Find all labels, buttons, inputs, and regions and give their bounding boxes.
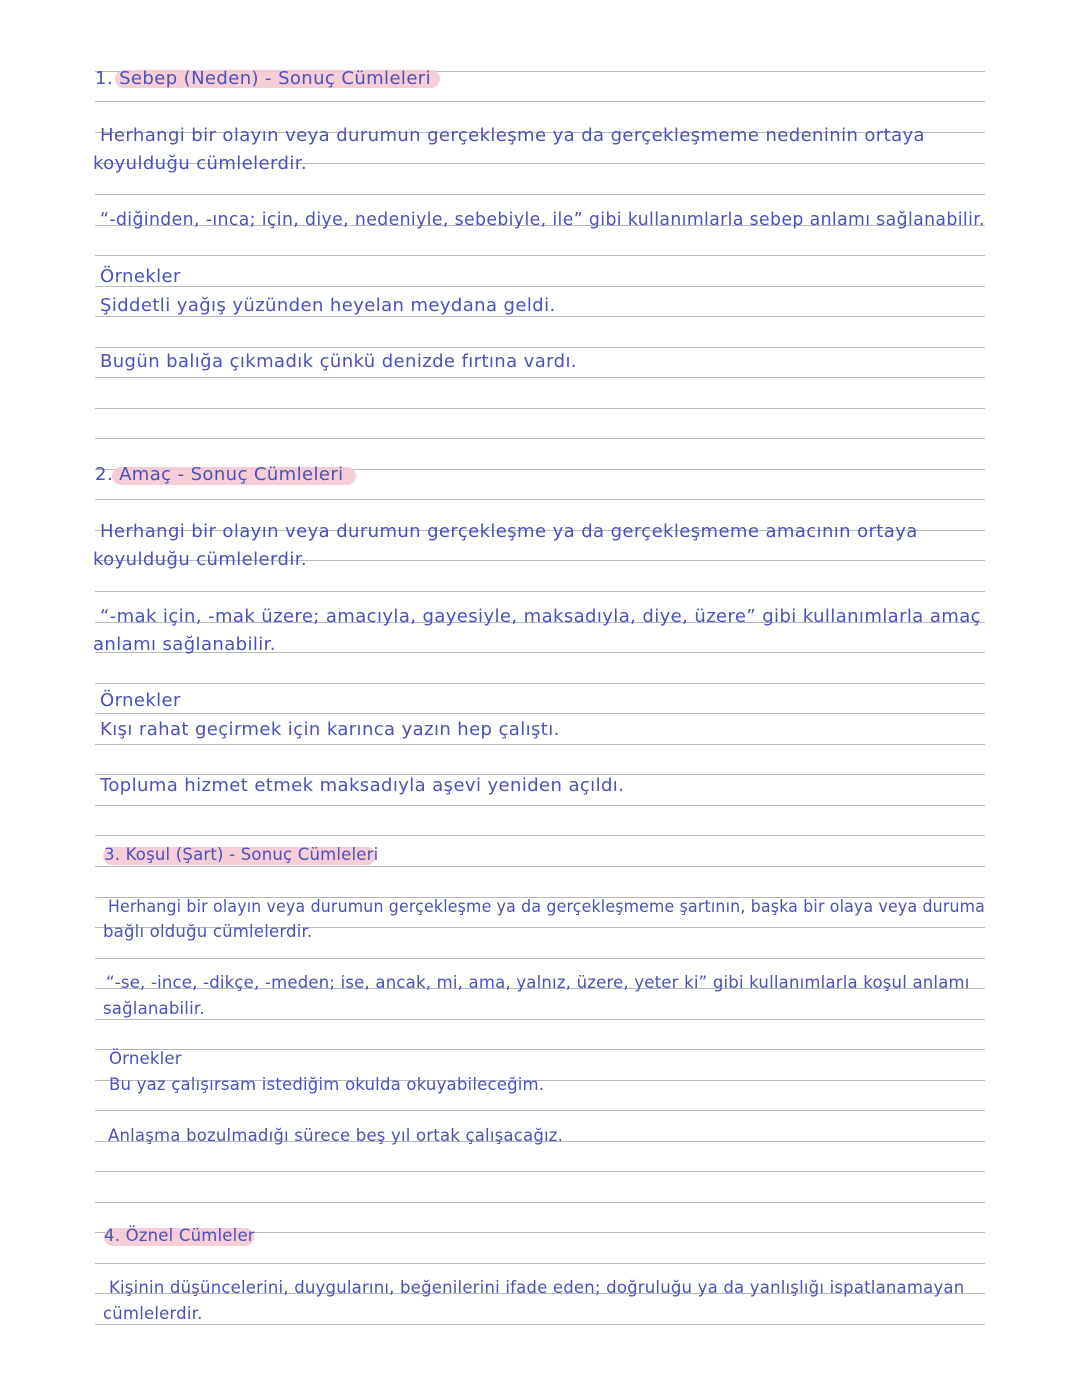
section-1-definition-line-1: Herhangi bir olayın veya durumun gerçekleşme ya da gerçekleşmeme nedeninin ortaya (100, 125, 925, 146)
ruled-line (95, 1171, 985, 1172)
section-4-definition-line-1: Kişinin düşüncelerini, duygularını, beğenilerini ifade eden; doğruluğu ya da yanlışlığı ispatlanamayan (109, 1278, 965, 1297)
section-1-examples-label: Örnekler (100, 266, 181, 287)
ruled-line (95, 1110, 985, 1111)
ruled-line (95, 805, 985, 806)
ruled-line (95, 255, 985, 256)
section-1-heading: 1. Sebep (Neden) - Sonuç Cümleleri (95, 68, 432, 89)
ruled-line (95, 101, 985, 102)
section-2-example-2: Topluma hizmet etmek maksadıyla aşevi yeniden açıldı. (100, 775, 625, 796)
ruled-line (95, 1019, 985, 1020)
ruled-line (95, 438, 985, 439)
ruled-line (95, 1324, 985, 1325)
section-2-heading: 2. Amaç - Sonuç Cümleleri (95, 464, 344, 485)
ruled-line (95, 1263, 985, 1264)
section-2-examples-label: Örnekler (100, 690, 181, 711)
ruled-line (95, 713, 985, 714)
ruled-line (95, 1202, 985, 1203)
ruled-line (95, 683, 985, 684)
section-1-example-1: Şiddetli yağış yüzünden heyelan meydana geldi. (100, 295, 556, 316)
ruled-line (95, 286, 985, 287)
section-2-definition-line-1: Herhangi bir olayın veya durumun gerçekleşme ya da gerçekleşmeme amacının ortaya (100, 521, 918, 542)
section-1-definition-line-2: koyulduğu cümlelerdir. (93, 153, 308, 174)
ruled-line (95, 408, 985, 409)
section-1-example-2: Bugün balığa çıkmadık çünkü denizde fırtına vardı. (100, 351, 577, 372)
section-4-heading: 4. Öznel Cümleler (104, 1226, 255, 1245)
ruled-line (95, 958, 985, 959)
section-2-definition-line-2: koyulduğu cümlelerdir. (93, 549, 308, 570)
section-3-usage-line-1: “-se, -ince, -dikçe, -meden; ise, ancak, mi, ama, yalnız, üzere, yeter ki” gibi kullanımlarla koşul anlamı (106, 973, 970, 992)
section-2-example-1: Kışı rahat geçirmek için karınca yazın hep çalıştı. (100, 719, 560, 740)
section-2-usage-line-1: “-mak için, -mak üzere; amacıyla, gayesiyle, maksadıyla, diye, üzere” gibi kullanımlarla amaç (100, 606, 981, 627)
ruled-line (95, 591, 985, 592)
section-3-examples-label: Örnekler (109, 1049, 182, 1068)
ruled-line (95, 744, 985, 745)
section-3-definition-line-1: Herhangi bir olayın veya durumun gerçekleşme ya da gerçekleşmeme şartının, başka bir olaya veya duruma (108, 897, 986, 916)
section-3-example-2: Anlaşma bozulmadığı sürece beş yıl ortak çalışacağız. (108, 1126, 564, 1145)
ruled-line (95, 1049, 985, 1050)
section-3-example-1: Bu yaz çalışırsam istediğim okulda okuyabileceğim. (109, 1075, 545, 1094)
section-4-definition-line-2: cümlelerdir. (103, 1304, 203, 1323)
ruled-line (95, 194, 985, 195)
ruled-line (95, 866, 985, 867)
ruled-line (95, 835, 985, 836)
section-2-usage-line-2: anlamı sağlanabilir. (93, 634, 276, 655)
section-3-definition-line-2: bağlı olduğu cümlelerdir. (103, 922, 313, 941)
ruled-line (95, 347, 985, 348)
section-3-usage-line-2: sağlanabilir. (103, 999, 205, 1018)
section-3-heading: 3. Koşul (Şart) - Sonuç Cümleleri (104, 845, 379, 864)
section-1-usage: “-diğinden, -ınca; için, diye, nedeniyle, sebebiyle, ile” gibi kullanımlarla sebep anlamı sağlanabilir. (100, 209, 986, 230)
ruled-line (95, 377, 985, 378)
ruled-line (95, 499, 985, 500)
